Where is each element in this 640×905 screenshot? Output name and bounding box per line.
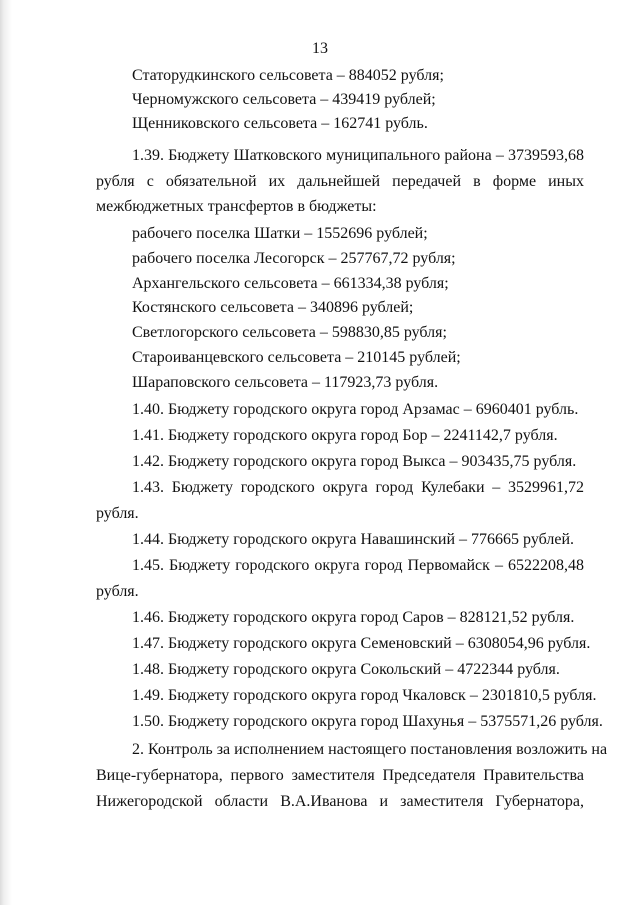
text-line: 1.46. Бюджету городского округа город Саров – 828121,52 рубля. (132, 609, 575, 626)
text-line: Костянского сельсовета – 340896 рублей; (132, 299, 414, 316)
text-line: Шараповского сельсовета – 117923,73 рубля. (132, 374, 439, 391)
text-line: рубля. (96, 505, 139, 522)
text-line: 1.45. Бюджету городского округа город Первомайск – 6522208,48 (132, 557, 584, 574)
text-line: рабочего поселка Лесогорск – 257767,72 рубля; (132, 250, 456, 267)
text-line: 1.39. Бюджету Шатковского муниципального района – 3739593,68 (132, 147, 584, 164)
text-line: Староиванцевского сельсовета – 210145 рублей; (132, 349, 461, 366)
text-line: рубля. (96, 583, 139, 600)
text-line: 1.42. Бюджету городского округа город Выкса – 903435,75 рубля. (132, 453, 577, 470)
text-line: Вице-губернатора, первого заместителя Председателя Правительства (96, 767, 584, 784)
text-line: Статорудкинского сельсовета – 884052 рубля; (132, 67, 444, 84)
text-line: 1.49. Бюджету городского округа город Чкаловск – 2301810,5 рубля. (132, 687, 597, 704)
scan-edge-shadow (0, 0, 12, 905)
text-line: 1.43. Бюджету городского округа город Кулебаки – 3529961,72 (132, 479, 584, 496)
text-line: межбюджетных трансфертов в бюджеты: (96, 198, 377, 215)
text-line: 1.48. Бюджету городского округа Сокольский – 4722344 рубля. (132, 661, 560, 678)
text-line: рабочего поселка Шатки – 1552696 рублей; (132, 225, 428, 242)
text-line: 1.50. Бюджету городского округа город Шахунья – 5375571,26 рубля. (132, 713, 603, 730)
text-line: Архангельского сельсовета – 661334,38 рубля; (132, 275, 449, 292)
text-line: 1.44. Бюджету городского округа Навашинский – 776665 рублей. (132, 531, 575, 548)
text-line: Щенниковского сельсовета – 162741 рубль. (132, 115, 428, 132)
text-line: Нижегородской области В.А.Иванова и заместителя Губернатора, (96, 793, 584, 810)
text-line: 1.40. Бюджету городского округа город Арзамас – 6960401 рубль. (132, 401, 579, 418)
text-line: Черномужского сельсовета – 439419 рублей; (132, 91, 436, 108)
text-line: Светлогорского сельсовета – 598830,85 рубля; (132, 324, 447, 341)
text-line: 2. Контроль за исполнением настоящего постановления возложить на (132, 741, 608, 758)
text-line: рубля с обязательной их дальнейшей передачей в форме иных (96, 173, 584, 190)
page-number: 13 (312, 40, 328, 57)
text-line: 1.47. Бюджету городского округа Семеновский – 6308054,96 рубля. (132, 635, 591, 652)
text-line: 1.41. Бюджету городского округа город Бор – 2241142,7 рубля. (132, 427, 558, 444)
